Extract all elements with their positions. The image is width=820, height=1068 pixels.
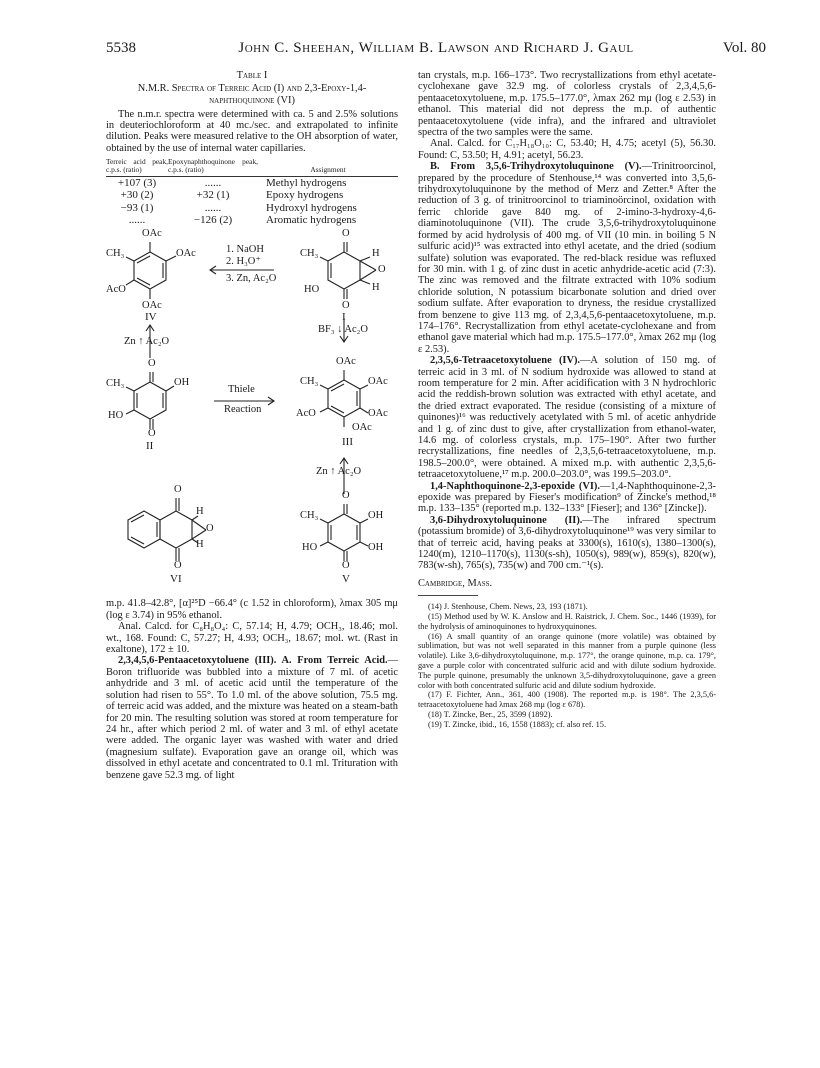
footnote-16: (16) A small quantity of an orange quinone (more volatile) was obtained by sublimation, but was not well separated in this manner from a purple quinone (less volatile). Like 3,6-dihydroxytoluquinone, m.p. 177°, the orange quinone, m.p. ca. 179°, gave a purple color with concentrated sulfuric acid and with dilute sodium hydroxide. The purple quinone, presumably the unknown 3,5-dihydroxytoluquinone, gave a green color with both concentrated sulfuric acid and dilute sodium hydroxide. <box>418 631 716 690</box>
iii-oac-bottom: OAc <box>352 422 372 434</box>
ring-vi-quinone <box>160 511 192 548</box>
vi-o-top: O <box>174 484 182 496</box>
iv-oac-right: OAc <box>176 248 196 260</box>
thiele-label: Thiele <box>228 384 255 396</box>
i-h-bottom: H <box>372 282 380 294</box>
section-vi-text: —1,4-Naphthoquinone-2,3-epoxide was prepared by Fieser's modification⁹ of Zincke's method,¹⁸ m.p. 133–135° (reported m.p. 132–133° [Fieser]; and 136° [Zincke]). <box>418 480 716 515</box>
i-o-epoxide: O <box>378 264 386 276</box>
section-iv-text: —A solution of 150 mg. of terreic acid in 3 ml. of N sodium hydroxide was allowed to stand at room temperature for 2 min. After acidification with 3 N hydrochloric acid the reddish-brown solution was extracted with ethyl acetate, and the dried extract evaporated. The residue (consisting of a mixture of quinones)¹⁶ was reductively acetylated with 5 ml. of acetic anhydride and 1 g. of zinc dust to give, after crystallization from ethanol-water, 14.6 mg. of colorless crystals, m.p. 175–190°. After two further recrystallizations, fine needles of 2,3,5,6-tetraacetoxytoluene, m.p. 198.5–200.0°, were obtained. A mixed m.p. with authentic 2,3,5,6-tetraacetoxytoluene,¹⁷ m.p. 200.0–203.0°, was 199.5–203.0°. <box>418 355 716 481</box>
section-ii-title: 3,6-Dihydroxytoluquinone (II). <box>430 514 583 526</box>
v-oh-top: OH <box>368 510 384 522</box>
section-iii-title: 2,3,4,5,6-Pentaacetoxytoluene (III). A. From Terreic Acid. <box>118 655 388 667</box>
v-o-bottom: O <box>342 560 350 572</box>
table-header-epoxy: Epoxynaphthoquinone peak, c.p.s. (ratio) <box>168 157 258 175</box>
compound-i: I <box>342 311 346 324</box>
section-ii <box>418 515 716 572</box>
i-o-top: O <box>342 228 350 240</box>
section-iv <box>418 355 716 480</box>
ring-vi-benzo <box>128 511 160 548</box>
reagent-right: BF₃ ↓ Ac₂O <box>318 324 368 336</box>
reaction-label: Reaction <box>224 404 262 416</box>
author-line: John C. Sheehan, William B. Lawson and Richard J. Gaul <box>238 40 634 56</box>
table-cell: ...... <box>204 176 222 189</box>
i-h-top: H <box>372 248 380 260</box>
right-column <box>418 70 716 1030</box>
footnote-17: (17) F. Fichter, Ann., 361, 400 (1908). The reported m.p. is 198°. The 2,3,5,6-tetraacetoxytoluene had λmax 268 mμ (log ε 678). <box>418 690 716 710</box>
footnote-rule <box>418 595 478 596</box>
compound-v: V <box>342 573 350 586</box>
table-caption: N.M.R. Spectra of Terreic Acid (I) and 2,3-Epoxy-1,4-naphthoquinone (VI) <box>137 83 367 106</box>
section-iii <box>106 655 398 780</box>
footnote-18: (18) T. Zincke, Ber., 25, 3599 (1892). <box>428 710 553 720</box>
ii-o-top: O <box>148 358 156 370</box>
table-header-terreic: Terreic acid peak, c.p.s. (ratio) <box>106 157 168 175</box>
compound-vi: VI <box>170 573 182 586</box>
reaction-scheme <box>106 230 398 598</box>
table-cell: ...... <box>204 201 222 214</box>
v-ch3: CH₃ <box>300 510 319 522</box>
compound-iii: III <box>342 436 353 449</box>
section-b-title: B. From 3,5,6-Trihydroxytoluquinone (V). <box>430 161 642 173</box>
iv-aco: AcO <box>106 284 126 296</box>
ring-i <box>328 252 360 289</box>
table-cell: Aromatic hydrogens <box>266 214 357 227</box>
table-cell: Hydroxyl hydrogens <box>266 201 357 214</box>
i-ho: HO <box>304 284 320 296</box>
reagent-left: Zn ↑ Ac₂O <box>124 336 170 348</box>
iii-ch3: CH₃ <box>300 376 319 388</box>
table-cell: −126 (2) <box>193 214 233 227</box>
section-vi-title: 1,4-Naphthoquinone-2,3-epoxide (VI). <box>430 480 600 492</box>
compound-iv: IV <box>145 311 157 324</box>
section-vi <box>418 481 716 515</box>
v-oh-bottom: OH <box>368 542 384 554</box>
ring-iv <box>134 252 166 289</box>
reagent-naoh: 1. NaOH <box>226 244 264 256</box>
iii-oac-right: OAc <box>368 376 388 388</box>
paragraph-tan-crystals: tan crystals, m.p. 166–173°. Two recrystallizations from ethyl acetate-cyclohexane gave 32.9 mg. of colorless crystals of 2,3,4,5,6-pentaacetoxytoluene, m.p. 175.5–177.0°, λmax 262 mμ (log ε 2.53) in ethanol. This material did not depress the m.p. of authentic pentaacetoxytoluene (vide infra), and the infrared and ultraviolet spectra of the two samples were the same. <box>418 70 716 139</box>
running-header <box>106 40 766 60</box>
ii-oh: OH <box>174 377 190 389</box>
ii-ch3: CH₃ <box>106 378 125 390</box>
table-cell: Methyl hydrogens <box>266 176 347 189</box>
footnote-15: (15) Method used by W. K. Anslow and H. Raistrick, J. Chem. Soc., 1446 (1939), for the hydrolysis of aminoquinones to hydroxyquinones. <box>418 612 716 631</box>
table-row <box>106 214 398 226</box>
iv-ch3: CH₃ <box>106 248 125 260</box>
compound-ii: II <box>146 440 154 453</box>
ii-o-bottom: O <box>148 428 156 440</box>
table-intro: The n.m.r. spectra were determined with ca. 5 and 2.5% solutions in deuteriochloroform at 40 mc./sec. and extrapolated to infinite dilution. Peaks were measured relative to the OH absorption of water, obtained by the use of internal water capillaries. <box>106 108 398 154</box>
table-row <box>106 189 398 201</box>
vi-o-bottom: O <box>174 560 182 572</box>
reagent-lower: Zn ↑ Ac₂O <box>316 466 362 478</box>
iv-oac-bottom: OAc <box>142 300 162 312</box>
i-o-bottom: O <box>342 300 350 312</box>
reagent-h3o: 2. H₃O⁺ <box>226 256 261 268</box>
footnote-14: (14) J. Stenhouse, Chem. News, 23, 193 (1871). <box>428 602 588 612</box>
footnote-19: (19) T. Zincke, ibid., 16, 1558 (1883); cf. also ref. 15. <box>428 719 607 729</box>
place-line: Cambridge, Mass. <box>418 577 493 589</box>
ring-ii <box>134 382 166 419</box>
ii-ho: HO <box>108 410 124 422</box>
iii-oac-lower-right: OAc <box>368 408 388 420</box>
v-o-top: O <box>342 490 350 502</box>
reagent-zn: 3. Zn, Ac₂O <box>226 273 277 285</box>
table-cell: ...... <box>128 214 146 227</box>
table-row <box>106 176 398 189</box>
section-ii-text: —The infrared spectrum (potassium bromide) of 3,6-dihydroxytoluquinone¹⁹ was very similar to that of terreic acid, having peaks at 3300(s), 1610(s), 1380–1300(s), 1240(m), 1210–1170(s), 1130(s-sh), 1050(s), 989(w), 859(s), 820(w), 783(w-sh), 765(s), 735(w) and 700 cm.⁻¹(s). <box>418 514 716 572</box>
page-number: 5538 <box>106 40 136 56</box>
table-cell: +30 (2) <box>120 189 154 202</box>
section-iii-text: —Boron trifluoride was bubbled into a mixture of 7 ml. of acetic anhydride and 3 ml. of acetic acid until the temperature of the solution had risen to 55°. To 1.0 ml. of the above solution, 75.5 mg. of terreic acid was added, and the mixture was heated on a steam-bath for 20 min. The resulting solution was stored at room temperature for 24 hr., after which period 2 ml. of water and 3 ml. of ethyl acetate were added. The organic layer was washed with water and dried (magnesium sulfate). Evaporation gave an orange oil, which was dissolved in ethyl acetate and concentrated to 0.1 ml. Trituration with benzene gave 52.3 mg. of light <box>106 655 398 781</box>
vi-o-epoxide: O <box>206 523 214 535</box>
paragraph-analysis: Anal. Calcd. for C₁₇H₁₈O₁₀: C, 53.40; H, 4.75; acetyl (5), 56.30. Found: C, 53.50; H, 4.91; acetyl, 56.23. <box>418 138 716 161</box>
i-ch3: CH₃ <box>300 248 319 260</box>
table-cell: Epoxy hydrogens <box>266 189 344 202</box>
section-b-text: —Trinitroorcinol, prepared by the procedure of Stenhouse,¹⁴ was converted into 3,5,6-trihydroxytoluquinone by the method of Merz and Zetter.⁸ After the reduction of 3 g. of trinitroorcinol to triaminoörcinol, oxidation with ferric chloride gave 840 mg. of 2-imino-3-hydroxy-4,6-diaminotoluquinone (VII). The crude 3,5,6-trihydroxytoluquinone formed by acid hydrolysis of 400 mg. of VII (10 min. in boiling 5 N sulfuric acid)¹⁵ was extracted into ethyl acetate, and the dried (sodium sulfate) solution was evaporated. The red-black residue was refluxed for 30 min. with 1 g. of zinc dust in acetic anhydride-acetic acid (7:3). The zinc was removed and the filtrate extracted with 10% sodium chloride solution, N potassium bicarbonate solution and dried over sodium sulfate. After evaporation to dryness, the residue crystallized from benzene to give 113 mg. of 2,3,4,5,6-pentaacetoxytoluene, m.p. 174–176°. Recrystallization from ethyl acetate-cyclohexane and from ethanol gave material which had m.p. 175.5–177.0°, λmax 262 mμ (log ε 2.53). <box>418 161 716 355</box>
iv-oac-top: OAc <box>142 228 162 240</box>
ring-iii <box>328 380 360 417</box>
table-row <box>106 202 398 214</box>
section-iv-title: 2,3,5,6-Tetraacetoxytoluene (IV). <box>430 355 581 367</box>
table-cell: −93 (1) <box>120 201 154 214</box>
table-header-assignment: Assignment <box>310 165 346 175</box>
section-b <box>418 161 716 355</box>
left-column <box>106 70 398 1030</box>
v-ho: HO <box>302 542 318 554</box>
vi-properties: m.p. 41.8–42.8°, [α]²⁵D −66.4° (c 1.52 in chloroform), λmax 305 mμ (log ε 3.74) in 95% ethanol. <box>106 598 398 621</box>
vi-h-top: H <box>196 506 204 518</box>
volume-label: Vol. 80 <box>722 40 766 56</box>
vi-analysis: Anal. Calcd. for C₈H₈O₄: C, 57.14; H, 4.79; OCH₃, 18.46; mol. wt., 168. Found: C, 57.27; H, 4.93; OCH₃, 18.67; mol. wt. (Rast in exaltone), 172 ± 10. <box>106 621 398 656</box>
table-cell: +107 (3) <box>117 176 157 189</box>
nmr-table <box>106 156 398 226</box>
table-label: Table I <box>236 70 268 81</box>
iii-aco: AcO <box>296 408 316 420</box>
table-cell: +32 (1) <box>196 189 230 202</box>
vi-h-bottom: H <box>196 539 204 551</box>
ring-v <box>328 514 360 551</box>
iii-oac-top: OAc <box>336 356 356 368</box>
